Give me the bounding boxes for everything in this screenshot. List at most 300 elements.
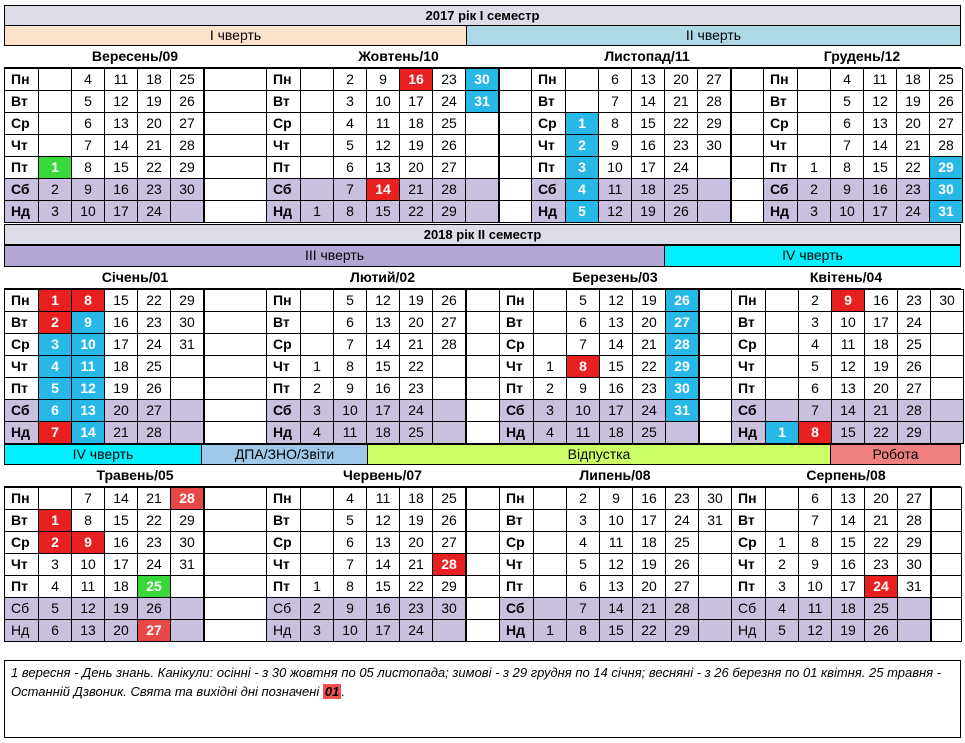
day-cell[interactable] — [170, 575, 204, 598]
day-cell[interactable]: 14 — [104, 134, 138, 157]
day-cell[interactable]: 15 — [104, 156, 138, 179]
day-cell[interactable] — [697, 200, 731, 223]
day-cell[interactable]: 13 — [599, 311, 633, 334]
day-cell[interactable]: 30 — [432, 597, 466, 620]
day-cell[interactable]: 19 — [399, 509, 433, 532]
day-cell[interactable] — [698, 619, 732, 642]
day-cell[interactable] — [38, 134, 72, 157]
day-cell[interactable]: 28 — [170, 487, 204, 510]
day-cell[interactable]: 16 — [863, 178, 897, 201]
day-cell[interactable]: 21 — [399, 333, 433, 356]
day-cell[interactable] — [300, 311, 334, 334]
day-cell[interactable] — [897, 619, 931, 642]
day-cell[interactable]: 30 — [930, 289, 964, 312]
day-cell[interactable]: 23 — [864, 553, 898, 576]
day-cell[interactable]: 19 — [399, 134, 433, 157]
day-cell[interactable]: 20 — [864, 377, 898, 400]
day-cell[interactable]: 14 — [104, 487, 138, 510]
day-cell[interactable]: 12 — [598, 200, 632, 223]
day-cell[interactable]: 7 — [566, 333, 600, 356]
day-cell[interactable]: 3 — [797, 200, 831, 223]
day-cell[interactable]: 22 — [864, 421, 898, 444]
day-cell[interactable]: 31 — [698, 509, 732, 532]
day-cell[interactable]: 23 — [137, 311, 171, 334]
day-cell[interactable]: 19 — [631, 200, 665, 223]
day-cell[interactable]: 9 — [830, 178, 864, 201]
day-cell[interactable]: 9 — [71, 311, 105, 334]
day-cell[interactable] — [797, 90, 831, 113]
day-cell[interactable]: 25 — [137, 355, 171, 378]
day-cell[interactable]: 28 — [170, 134, 204, 157]
day-cell[interactable]: 10 — [333, 399, 367, 422]
day-cell[interactable]: 30 — [170, 531, 204, 554]
day-cell[interactable]: 18 — [366, 421, 400, 444]
day-cell[interactable]: 11 — [798, 597, 832, 620]
day-cell[interactable]: 10 — [566, 399, 600, 422]
day-cell[interactable]: 17 — [632, 509, 666, 532]
day-cell[interactable]: 23 — [399, 597, 433, 620]
day-cell[interactable]: 26 — [664, 200, 698, 223]
day-cell[interactable]: 17 — [599, 399, 633, 422]
day-cell[interactable]: 5 — [765, 619, 799, 642]
day-cell[interactable]: 23 — [896, 178, 930, 201]
day-cell[interactable]: 1 — [38, 509, 72, 532]
day-cell[interactable]: 5 — [798, 355, 832, 378]
day-cell[interactable]: 29 — [170, 156, 204, 179]
day-cell[interactable]: 19 — [137, 90, 171, 113]
day-cell[interactable]: 2 — [765, 553, 799, 576]
day-cell[interactable]: 29 — [432, 200, 466, 223]
day-cell[interactable]: 18 — [104, 355, 138, 378]
day-cell[interactable]: 10 — [830, 200, 864, 223]
day-cell[interactable]: 27 — [665, 311, 699, 334]
day-cell[interactable]: 17 — [104, 333, 138, 356]
day-cell[interactable]: 5 — [333, 509, 367, 532]
day-cell[interactable]: 20 — [664, 68, 698, 91]
day-cell[interactable]: 25 — [929, 68, 963, 91]
day-cell[interactable]: 18 — [631, 178, 665, 201]
day-cell[interactable]: 13 — [863, 112, 897, 135]
day-cell[interactable]: 7 — [71, 487, 105, 510]
day-cell[interactable]: 23 — [432, 68, 466, 91]
day-cell[interactable]: 2 — [38, 311, 72, 334]
day-cell[interactable]: 25 — [897, 333, 931, 356]
day-cell[interactable] — [465, 156, 499, 179]
day-cell[interactable]: 2 — [300, 597, 334, 620]
day-cell[interactable]: 28 — [665, 597, 699, 620]
day-cell[interactable] — [300, 178, 334, 201]
day-cell[interactable]: 28 — [432, 333, 466, 356]
day-cell[interactable]: 16 — [631, 134, 665, 157]
day-cell[interactable]: 4 — [798, 333, 832, 356]
day-cell[interactable]: 8 — [333, 200, 367, 223]
day-cell[interactable]: 21 — [864, 509, 898, 532]
day-cell[interactable]: 10 — [366, 90, 400, 113]
day-cell[interactable]: 7 — [798, 509, 832, 532]
day-cell[interactable]: 30 — [897, 553, 931, 576]
day-cell[interactable] — [465, 134, 499, 157]
day-cell[interactable]: 3 — [565, 156, 599, 179]
day-cell[interactable]: 22 — [864, 531, 898, 554]
day-cell[interactable] — [170, 377, 204, 400]
day-cell[interactable]: 24 — [137, 333, 171, 356]
day-cell[interactable]: 5 — [566, 553, 600, 576]
day-cell[interactable]: 15 — [831, 421, 865, 444]
day-cell[interactable]: 7 — [830, 134, 864, 157]
day-cell[interactable]: 24 — [137, 200, 171, 223]
day-cell[interactable] — [897, 597, 931, 620]
day-cell[interactable]: 22 — [664, 112, 698, 135]
day-cell[interactable]: 23 — [632, 377, 666, 400]
day-cell[interactable]: 24 — [632, 399, 666, 422]
day-cell[interactable]: 21 — [864, 399, 898, 422]
day-cell[interactable]: 24 — [896, 200, 930, 223]
day-cell[interactable] — [765, 355, 799, 378]
day-cell[interactable]: 6 — [598, 68, 632, 91]
day-cell[interactable]: 4 — [565, 178, 599, 201]
day-cell[interactable]: 10 — [71, 333, 105, 356]
day-cell[interactable]: 13 — [71, 399, 105, 422]
day-cell[interactable]: 31 — [170, 553, 204, 576]
day-cell[interactable]: 3 — [765, 575, 799, 598]
day-cell[interactable]: 30 — [170, 311, 204, 334]
day-cell[interactable]: 27 — [897, 377, 931, 400]
day-cell[interactable] — [697, 156, 731, 179]
day-cell[interactable]: 30 — [170, 178, 204, 201]
day-cell[interactable]: 26 — [432, 289, 466, 312]
day-cell[interactable]: 11 — [598, 178, 632, 201]
day-cell[interactable]: 26 — [665, 289, 699, 312]
day-cell[interactable]: 17 — [366, 619, 400, 642]
day-cell[interactable]: 20 — [399, 156, 433, 179]
day-cell[interactable]: 16 — [366, 377, 400, 400]
day-cell[interactable]: 9 — [598, 134, 632, 157]
day-cell[interactable]: 25 — [432, 112, 466, 135]
day-cell[interactable]: 11 — [599, 531, 633, 554]
day-cell[interactable] — [765, 399, 799, 422]
day-cell[interactable]: 2 — [533, 377, 567, 400]
day-cell[interactable]: 29 — [170, 509, 204, 532]
day-cell[interactable]: 11 — [366, 112, 400, 135]
day-cell[interactable]: 7 — [798, 399, 832, 422]
day-cell[interactable]: 16 — [864, 289, 898, 312]
day-cell[interactable]: 27 — [432, 311, 466, 334]
day-cell[interactable] — [765, 509, 799, 532]
day-cell[interactable]: 13 — [71, 619, 105, 642]
day-cell[interactable]: 8 — [598, 112, 632, 135]
day-cell[interactable]: 24 — [864, 575, 898, 598]
day-cell[interactable]: 17 — [104, 200, 138, 223]
day-cell[interactable]: 7 — [333, 553, 367, 576]
day-cell[interactable]: 22 — [137, 509, 171, 532]
day-cell[interactable] — [765, 333, 799, 356]
day-cell[interactable]: 24 — [399, 619, 433, 642]
day-cell[interactable] — [533, 487, 567, 510]
day-cell[interactable]: 12 — [366, 134, 400, 157]
day-cell[interactable]: 10 — [598, 156, 632, 179]
day-cell[interactable]: 8 — [71, 289, 105, 312]
day-cell[interactable]: 16 — [599, 377, 633, 400]
day-cell[interactable]: 3 — [333, 90, 367, 113]
day-cell[interactable]: 29 — [665, 355, 699, 378]
day-cell[interactable]: 17 — [864, 311, 898, 334]
day-cell[interactable]: 19 — [864, 355, 898, 378]
day-cell[interactable]: 27 — [929, 112, 963, 135]
day-cell[interactable]: 1 — [38, 156, 72, 179]
day-cell[interactable]: 3 — [566, 509, 600, 532]
day-cell[interactable] — [170, 597, 204, 620]
day-cell[interactable]: 9 — [333, 597, 367, 620]
day-cell[interactable] — [533, 311, 567, 334]
day-cell[interactable]: 11 — [566, 421, 600, 444]
day-cell[interactable]: 5 — [566, 289, 600, 312]
day-cell[interactable]: 4 — [333, 112, 367, 135]
day-cell[interactable]: 6 — [38, 399, 72, 422]
day-cell[interactable]: 11 — [71, 355, 105, 378]
day-cell[interactable]: 5 — [71, 90, 105, 113]
day-cell[interactable] — [170, 399, 204, 422]
day-cell[interactable]: 2 — [798, 289, 832, 312]
day-cell[interactable]: 6 — [566, 311, 600, 334]
day-cell[interactable]: 13 — [366, 311, 400, 334]
day-cell[interactable]: 27 — [665, 575, 699, 598]
day-cell[interactable]: 30 — [697, 134, 731, 157]
day-cell[interactable]: 23 — [897, 289, 931, 312]
day-cell[interactable]: 22 — [399, 200, 433, 223]
day-cell[interactable]: 17 — [104, 553, 138, 576]
day-cell[interactable]: 16 — [632, 487, 666, 510]
day-cell[interactable]: 1 — [300, 355, 334, 378]
day-cell[interactable] — [765, 377, 799, 400]
day-cell[interactable] — [300, 509, 334, 532]
day-cell[interactable]: 22 — [137, 289, 171, 312]
day-cell[interactable]: 26 — [137, 377, 171, 400]
day-cell[interactable]: 15 — [104, 289, 138, 312]
day-cell[interactable]: 5 — [333, 134, 367, 157]
day-cell[interactable]: 20 — [632, 311, 666, 334]
day-cell[interactable]: 12 — [71, 377, 105, 400]
day-cell[interactable]: 7 — [598, 90, 632, 113]
day-cell[interactable]: 15 — [831, 531, 865, 554]
day-cell[interactable] — [930, 421, 964, 444]
day-cell[interactable] — [465, 178, 499, 201]
day-cell[interactable]: 9 — [333, 377, 367, 400]
day-cell[interactable] — [533, 333, 567, 356]
day-cell[interactable] — [565, 68, 599, 91]
day-cell[interactable]: 29 — [929, 156, 963, 179]
day-cell[interactable]: 11 — [831, 333, 865, 356]
day-cell[interactable]: 11 — [863, 68, 897, 91]
day-cell[interactable] — [698, 553, 732, 576]
day-cell[interactable]: 8 — [333, 355, 367, 378]
day-cell[interactable]: 6 — [798, 377, 832, 400]
day-cell[interactable]: 13 — [599, 575, 633, 598]
day-cell[interactable]: 30 — [929, 178, 963, 201]
day-cell[interactable]: 21 — [632, 597, 666, 620]
day-cell[interactable] — [930, 311, 964, 334]
day-cell[interactable]: 21 — [104, 421, 138, 444]
day-cell[interactable]: 7 — [333, 333, 367, 356]
day-cell[interactable]: 24 — [432, 90, 466, 113]
day-cell[interactable]: 16 — [104, 311, 138, 334]
day-cell[interactable] — [665, 421, 699, 444]
day-cell[interactable]: 4 — [300, 421, 334, 444]
day-cell[interactable]: 7 — [566, 597, 600, 620]
day-cell[interactable]: 15 — [863, 156, 897, 179]
day-cell[interactable]: 14 — [71, 421, 105, 444]
day-cell[interactable]: 27 — [137, 399, 171, 422]
day-cell[interactable]: 20 — [632, 575, 666, 598]
day-cell[interactable] — [698, 575, 732, 598]
day-cell[interactable] — [300, 531, 334, 554]
day-cell[interactable]: 27 — [170, 112, 204, 135]
day-cell[interactable]: 9 — [71, 531, 105, 554]
day-cell[interactable]: 14 — [366, 553, 400, 576]
day-cell[interactable]: 11 — [71, 575, 105, 598]
day-cell[interactable]: 4 — [333, 487, 367, 510]
day-cell[interactable]: 16 — [366, 597, 400, 620]
day-cell[interactable]: 14 — [831, 399, 865, 422]
day-cell[interactable] — [533, 575, 567, 598]
day-cell[interactable]: 7 — [333, 178, 367, 201]
day-cell[interactable] — [432, 377, 466, 400]
day-cell[interactable] — [38, 487, 72, 510]
day-cell[interactable]: 21 — [137, 487, 171, 510]
day-cell[interactable]: 3 — [38, 553, 72, 576]
day-cell[interactable]: 1 — [300, 200, 334, 223]
day-cell[interactable] — [38, 112, 72, 135]
day-cell[interactable]: 9 — [831, 289, 865, 312]
day-cell[interactable]: 27 — [697, 68, 731, 91]
day-cell[interactable]: 17 — [631, 156, 665, 179]
day-cell[interactable]: 13 — [831, 487, 865, 510]
day-cell[interactable]: 5 — [333, 289, 367, 312]
day-cell[interactable]: 2 — [300, 377, 334, 400]
day-cell[interactable]: 31 — [929, 200, 963, 223]
day-cell[interactable]: 8 — [566, 619, 600, 642]
day-cell[interactable]: 9 — [71, 178, 105, 201]
day-cell[interactable]: 18 — [399, 112, 433, 135]
day-cell[interactable]: 3 — [798, 311, 832, 334]
day-cell[interactable]: 2 — [38, 178, 72, 201]
day-cell[interactable] — [533, 553, 567, 576]
day-cell[interactable]: 26 — [432, 134, 466, 157]
day-cell[interactable]: 9 — [366, 68, 400, 91]
day-cell[interactable] — [930, 377, 964, 400]
day-cell[interactable]: 1 — [565, 112, 599, 135]
day-cell[interactable]: 2 — [565, 134, 599, 157]
day-cell[interactable]: 31 — [665, 399, 699, 422]
day-cell[interactable] — [300, 289, 334, 312]
day-cell[interactable]: 8 — [830, 156, 864, 179]
day-cell[interactable]: 4 — [765, 597, 799, 620]
day-cell[interactable]: 17 — [831, 575, 865, 598]
day-cell[interactable]: 21 — [399, 553, 433, 576]
day-cell[interactable]: 15 — [104, 509, 138, 532]
day-cell[interactable]: 24 — [665, 509, 699, 532]
day-cell[interactable]: 1 — [533, 355, 567, 378]
day-cell[interactable]: 1 — [300, 575, 334, 598]
day-cell[interactable] — [465, 200, 499, 223]
day-cell[interactable]: 1 — [38, 289, 72, 312]
day-cell[interactable]: 10 — [333, 619, 367, 642]
day-cell[interactable]: 22 — [399, 575, 433, 598]
day-cell[interactable]: 17 — [366, 399, 400, 422]
day-cell[interactable] — [533, 289, 567, 312]
day-cell[interactable]: 14 — [831, 509, 865, 532]
day-cell[interactable]: 21 — [632, 333, 666, 356]
day-cell[interactable]: 16 — [104, 531, 138, 554]
day-cell[interactable]: 18 — [137, 68, 171, 91]
day-cell[interactable]: 12 — [104, 90, 138, 113]
day-cell[interactable]: 21 — [664, 90, 698, 113]
day-cell[interactable]: 12 — [366, 289, 400, 312]
day-cell[interactable] — [38, 68, 72, 91]
day-cell[interactable]: 22 — [632, 355, 666, 378]
day-cell[interactable]: 4 — [71, 68, 105, 91]
day-cell[interactable]: 16 — [399, 68, 433, 91]
day-cell[interactable]: 30 — [698, 487, 732, 510]
day-cell[interactable]: 19 — [104, 597, 138, 620]
day-cell[interactable] — [432, 399, 466, 422]
day-cell[interactable]: 10 — [798, 575, 832, 598]
day-cell[interactable]: 22 — [137, 156, 171, 179]
day-cell[interactable]: 18 — [896, 68, 930, 91]
day-cell[interactable]: 13 — [366, 531, 400, 554]
day-cell[interactable]: 19 — [399, 289, 433, 312]
day-cell[interactable]: 22 — [399, 355, 433, 378]
day-cell[interactable] — [533, 509, 567, 532]
day-cell[interactable]: 29 — [897, 421, 931, 444]
day-cell[interactable]: 11 — [366, 487, 400, 510]
day-cell[interactable]: 15 — [631, 112, 665, 135]
day-cell[interactable]: 20 — [864, 487, 898, 510]
day-cell[interactable] — [300, 134, 334, 157]
day-cell[interactable]: 11 — [333, 421, 367, 444]
day-cell[interactable]: 14 — [863, 134, 897, 157]
day-cell[interactable]: 10 — [831, 311, 865, 334]
day-cell[interactable] — [300, 90, 334, 113]
day-cell[interactable]: 25 — [137, 575, 171, 598]
day-cell[interactable]: 27 — [137, 619, 171, 642]
day-cell[interactable]: 18 — [864, 333, 898, 356]
day-cell[interactable]: 12 — [366, 509, 400, 532]
day-cell[interactable]: 8 — [71, 509, 105, 532]
day-cell[interactable]: 15 — [366, 355, 400, 378]
day-cell[interactable] — [697, 178, 731, 201]
day-cell[interactable]: 28 — [897, 399, 931, 422]
day-cell[interactable] — [698, 597, 732, 620]
day-cell[interactable]: 26 — [137, 597, 171, 620]
day-cell[interactable]: 27 — [432, 156, 466, 179]
day-cell[interactable] — [300, 487, 334, 510]
day-cell[interactable]: 23 — [137, 531, 171, 554]
day-cell[interactable]: 18 — [599, 421, 633, 444]
day-cell[interactable]: 29 — [432, 575, 466, 598]
day-cell[interactable]: 20 — [896, 112, 930, 135]
day-cell[interactable] — [432, 421, 466, 444]
day-cell[interactable]: 12 — [831, 355, 865, 378]
day-cell[interactable]: 14 — [599, 333, 633, 356]
day-cell[interactable]: 10 — [71, 553, 105, 576]
day-cell[interactable]: 13 — [831, 377, 865, 400]
day-cell[interactable]: 20 — [399, 311, 433, 334]
day-cell[interactable]: 21 — [399, 178, 433, 201]
day-cell[interactable]: 22 — [632, 619, 666, 642]
day-cell[interactable]: 27 — [897, 487, 931, 510]
day-cell[interactable]: 29 — [697, 112, 731, 135]
day-cell[interactable]: 17 — [863, 200, 897, 223]
